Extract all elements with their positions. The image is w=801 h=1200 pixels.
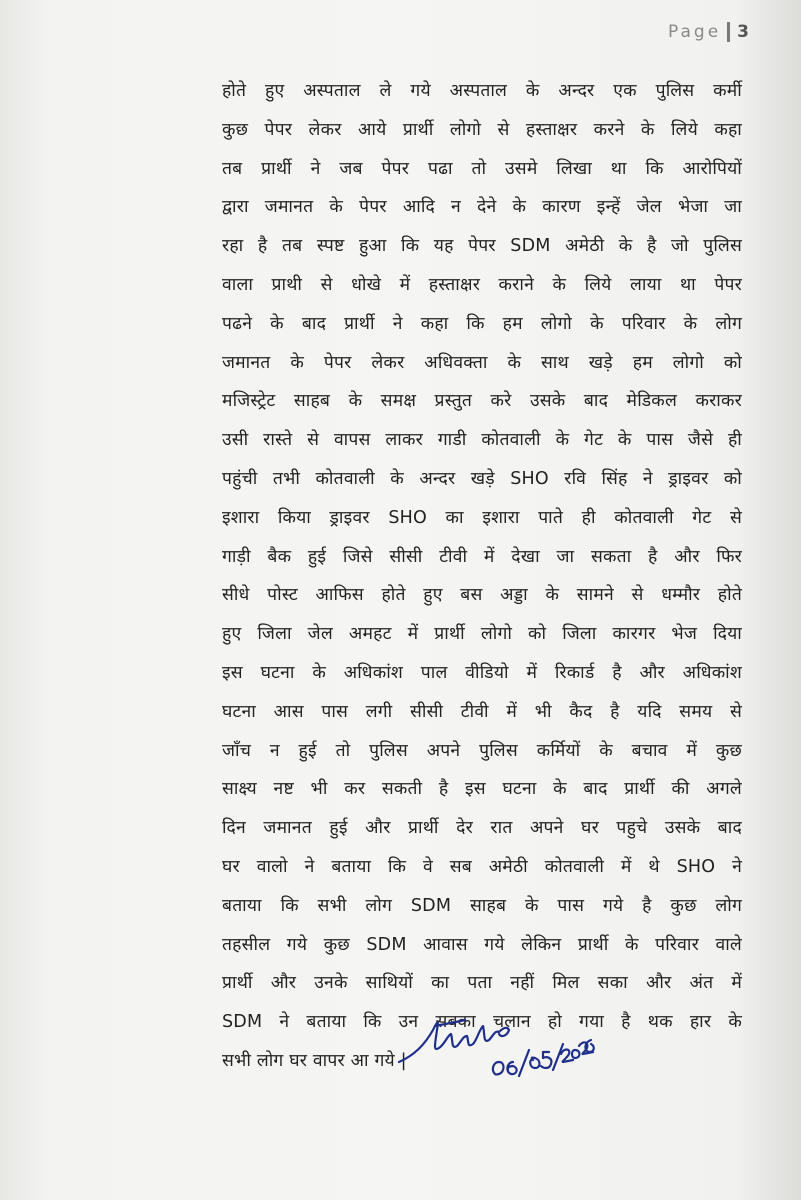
- text-line: रहा है तब स्पष्ट हुआ कि यह पेपर SDM अमेठी के है जो पुलिस: [222, 236, 742, 257]
- text-line: दिन जमानत हुई और प्रार्थी देर रात अपने घर पहुचे उसके बाद: [222, 818, 742, 839]
- text-line: हुए जिला जेल अमहट में प्रार्थी लोगो को जिला कारगर भेज दिया: [222, 624, 742, 645]
- text-line: सभी लोग घर वापर आ गये |: [222, 1050, 407, 1071]
- page-header: [668, 22, 749, 42]
- page-separator: [727, 22, 730, 42]
- page-number: 3: [737, 22, 749, 42]
- text-line: तहसील गये कुछ SDM आवास गये लेकिन प्रार्थी के परिवार वाले: [222, 934, 742, 955]
- text-line: SDM ने बताया कि उन सबका चलान हो गया है थक हार के: [222, 1012, 742, 1033]
- body-text: [222, 72, 742, 1081]
- handwritten-signature: [395, 1000, 611, 1095]
- page-label: Page: [668, 22, 722, 42]
- text-line: घर वालो ने बताया कि वे सब अमेठी कोतवाली में थे SHO ने: [222, 856, 742, 877]
- text-line: प्रार्थी और उनके साथियों का पता नहीं मिल सका और अंत में: [222, 973, 742, 994]
- text-line: जाँच न हुई तो पुलिस अपने पुलिस कर्मियों के बचाव में कुछ: [222, 740, 742, 761]
- text-line: साक्ष्य नष्ट भी कर सकती है इस घटना के बाद प्रार्थी की अगले: [222, 779, 742, 800]
- signature-date: 06/05/2026: [605, 1094, 611, 1095]
- text-line: कुछ पेपर लेकर आये प्रार्थी लोगो से हस्ताक्षर करने के लिये कहा: [222, 119, 742, 140]
- text-line: इस घटना के अधिकांश पाल वीडियो में रिकार्ड है और अधिकांश: [222, 662, 742, 683]
- text-line: जमानत के पेपर लेकर अधिवक्ता के साथ खड़े हम लोगो को: [222, 352, 742, 373]
- text-line: तब प्रार्थी ने जब पेपर पढा तो उसमे लिखा था कि आरोपियों: [222, 158, 742, 179]
- text-line: घटना आस पास लगी सीसी टीवी में भी कैद है यदि समय से: [222, 701, 742, 722]
- text-line: होते हुए अस्पताल ले गये अस्पताल के अन्दर एक पुलिस कर्मी: [222, 81, 742, 101]
- text-line: द्वारा जमानत के पेपर आदि न देने के कारण इन्हें जेल भेजा जा: [222, 197, 742, 218]
- text-line: उसी रास्ते से वापस लाकर गाडी कोतवाली के गेट के पास जैसे ही: [222, 430, 742, 451]
- text-line: सीधे पोस्ट आफिस होते हुए बस अड्डा के सामने से धम्मौर होते: [222, 585, 742, 606]
- text-line: पढने के बाद प्रार्थी ने कहा कि हम लोगो के परिवार के लोग: [222, 313, 742, 334]
- text-line: वाला प्राथी से धोखे में हस्ताक्षर कराने के लिये लाया था पेपर: [222, 274, 742, 295]
- text-line: इशारा किया ड्राइवर SHO का इशारा पाते ही कोतवाली गेट से: [222, 507, 742, 528]
- text-line: मजिस्ट्रेट साहब के समक्ष प्रस्तुत करे उसके बाद मेडिकल कराकर: [222, 391, 742, 412]
- text-line: पहुंची तभी कोतवाली के अन्दर खड़े SHO रवि सिंह ने ड्राइवर को: [222, 468, 742, 489]
- text-line: बताया कि सभी लोग SDM साहब के पास गये है कुछ लोग: [222, 895, 742, 916]
- text-line: गाड़ी बैक हुई जिसे सीसी टीवी में देखा जा सकता है और फिर: [222, 546, 742, 567]
